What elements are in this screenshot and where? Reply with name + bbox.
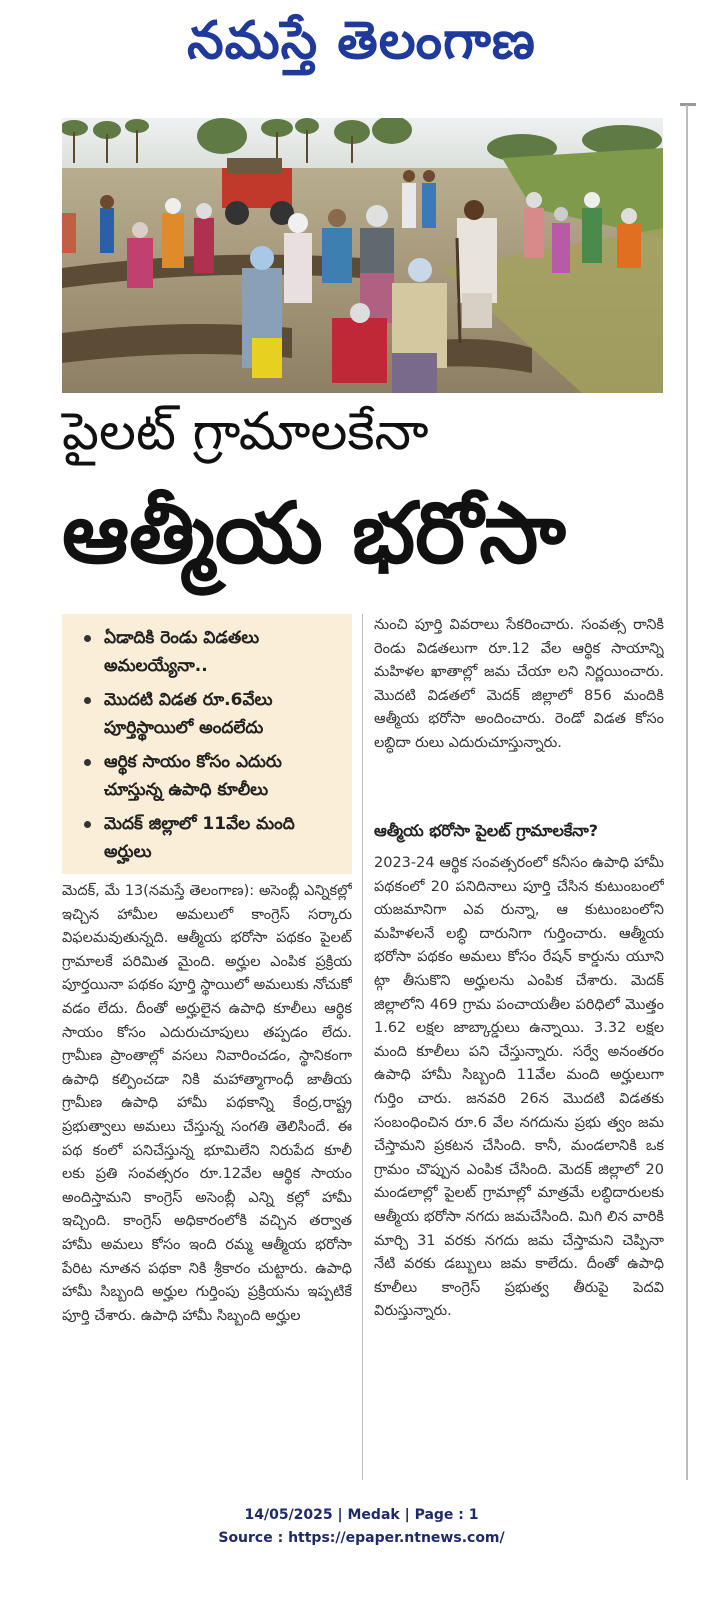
news-photo [62, 118, 663, 393]
highlight-item [72, 810, 342, 866]
footer-date-edition: 14/05/2025 | Medak | Page : 1 [244, 1507, 479, 1523]
masthead-logo: నమస్తే తెలంగాణ [187, 11, 536, 71]
bullet-icon [84, 697, 91, 704]
article-subhead: ఆత్మీయ భరోసా పైలట్ గ్రామాలకేనా? [374, 821, 599, 840]
bullet-icon [84, 759, 91, 766]
highlight-text: మొదటి విడత రూ.6వేలు పూర్తిస్థాయిలో అందలేదు [104, 690, 273, 738]
highlight-text: ఆర్థిక సాయం కోసం ఎదురు చూస్తున్న ఉపాధి కూలీలు [104, 752, 282, 800]
footer-source-link[interactable]: Source : https://epaper.ntnews.com/ [218, 1530, 505, 1546]
highlight-item [72, 624, 342, 680]
highlight-text: మెదక్ జిల్లాలో 11వేల మంది అర్హులు [104, 814, 295, 862]
headline-main: ఆత్మీయ భరోసా [62, 484, 566, 582]
article-body-right-top: నుంచి పూర్తి వివరాలు సేకరించారు. సంవత్స రానికి రెండు విడతలుగా రూ.12 వేల ఆర్థిక సాయాన్ని మహిళల ఖాతాల్లో జమ చేయా లని నిర్ణయించారు. మొదటి విడతలో మెదక్ జిల్లాలో 856 మందికి ఆత్మీయ భరోసా అందించారు. రెండో విడత కోసం లబ్ధిదా రులు ఎదురుచూస్తున్నారు. [374, 617, 664, 751]
column-rule-cap [680, 103, 696, 106]
highlight-item [72, 748, 342, 804]
highlights-box [62, 614, 352, 874]
highlight-item [72, 686, 342, 742]
bullet-icon [84, 635, 91, 642]
article-body-right-bottom: 2023-24 ఆర్థిక సంవత్సరంలో కనీసం ఉపాధి హామీ పథకంలో 20 పనిదినాలు పూర్తి చేసిన కుటుంబంలో యజమానిగా ఎవ రున్నా, ఆ కుటుంబంలోని మహిళలనే లబ్ధి దారునిగా గుర్తించారు. ఆత్మీయ భరోసా పథకం అమలు కోసం రేషన్ కార్డును యూని ట్గా తీసుకొని అర్హులను ఎంపిక చేశారు. మెదక్ జిల్లాలోని 469 గ్రామ పంచాయతీల పరిధిలో మొత్తం 1.62 లక్షల జాబ్కార్డులు ఉన్నాయి. 3.32 లక్షల మంది కూలీలు పని చేస్తున్నారు. సర్వే అనంతరం ఉపాధి హామీ సిబ్బంది 11వేల మంది అర్హులుగా గుర్తిం చారు. జనవరి 26న మొదటి విడతకు సంబంధించిన రూ.6 వేల నగదును ప్రభు త్వం జమ చేస్తామని ప్రకటన చేసింది. కానీ, మండలానికి ఒక గ్రామం చొప్పున ఎంపిక చేసింది. మెదక్ జిల్లాలో 20 మండలాల్లో పైలట్ గ్రామాల్లో మాత్రమే లబ్ధిదారులకు ఆత్మీయ భరోసా నగదు జమచేసింది. మిగి లిన వారికి మార్చి 31 వరకు నగదు జమ చేస్తామని చెప్పినా నేటి వరకు డబ్బులు జమ కాలేదు. దీంతో ఉపాధి కూలీలు కాంగ్రెస్ ప్రభుత్వ తీరుపై పెదవి విరుస్తున్నారు. [374, 855, 664, 1320]
bullet-icon [84, 821, 91, 828]
column-divider [362, 614, 363, 1480]
article-body-left: మెదక్, మే 13(నమస్తే తెలంగాణ): అసెంబ్లీ ఎన్నికల్లో ఇచ్చిన హామీల అమలులో కాంగ్రెస్ సర్కారు విఫలమవుతున్నది. ఆత్మీయ భరోసా పథకం పైలట్ గ్రామాలకే పరిమిత మైంది. అర్హుల ఎంపిక ప్రక్రియ పూర్తయినా పథకం పూర్తి స్థాయిలో అమలుకు నోచుకో వడం లేదు. దీంతో అర్హులైన ఉపాధి కూలీలు ఆర్థిక సాయం కోసం ఎదురుచూపులు తప్పడం లేదు. గ్రామీణ ప్రాంతాల్లో వసలు నివారించడం, స్థానికంగా ఉపాధి కల్పించడా నికి మహాత్మాగాంధీ జాతీయ గ్రామీణ ఉపాధి హామీ పథకాన్ని కేంద్ర,రాష్ట్ర ప్రభుత్వాలు అమలు చేస్తున్న సంగతి తెలిసిందే. ఈ పథ కంలో పనిచేస్తున్న భూమిలేని నిరుపేద కూలీ లకు ప్రతి సంవత్సరం రూ.12వేల ఆర్థిక సాయం అందిస్తామని కాంగ్రెస్ అసెంబ్లీ ఎన్ని కల్లో హామీ ఇచ్చింది. కాంగ్రెస్ అధికారంలోకి వచ్చిన తర్వాత హామీ అమలు కోసం ఇంది రమ్మ ఆత్మీయ భరోసా పేరిట నూతన పథకా నికి శ్రీకారం చుట్టారు. ఉపాధి హామీ సిబ్బంది అర్హుల గుర్తింపు ప్రక్రియను ఇప్పటికే పూర్తి చేశారు. ఉపాధి హామీ సిబ్బంది అర్హుల [62, 883, 352, 1324]
column-rule [686, 105, 688, 1480]
highlight-text: ఏడాదికి రెండు విడతలు అమలయ్యేనా.. [104, 628, 260, 676]
headline-kicker: పైలట్ గ్రామాలకేనా [62, 402, 429, 462]
